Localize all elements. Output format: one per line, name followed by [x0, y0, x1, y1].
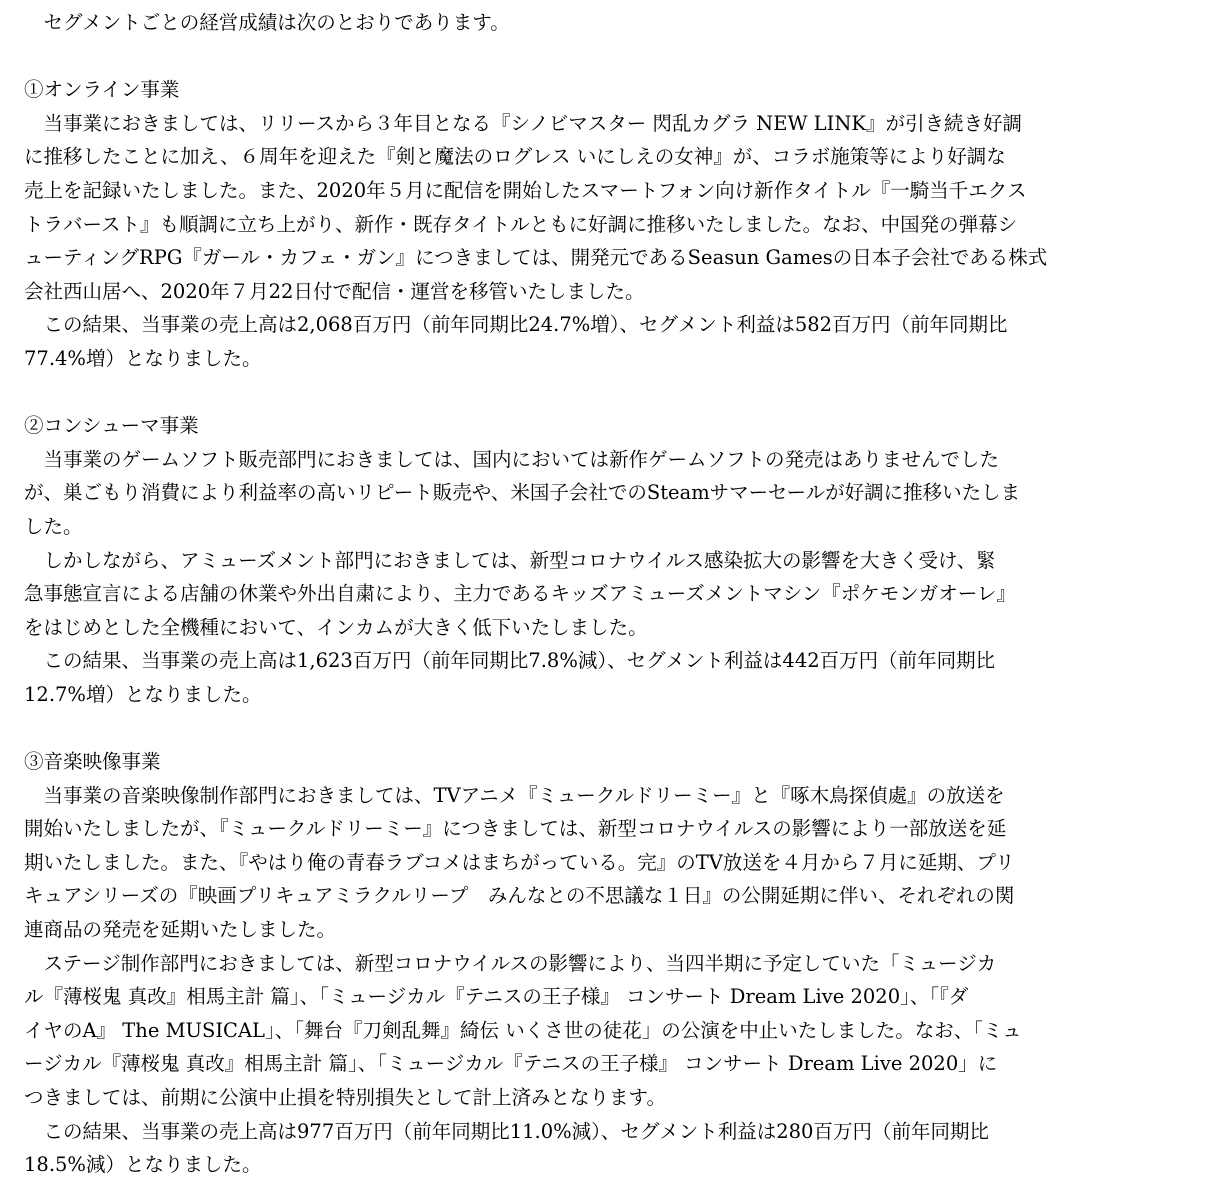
section-online: [24, 73, 1175, 375]
paragraph-line: 12.7%増）となりました。: [24, 682, 262, 706]
paragraph-line: した。: [24, 514, 83, 538]
section-music-video: [24, 745, 1175, 1182]
paragraph-line: 77.4%増）となりました。: [24, 346, 262, 370]
paragraph-line: この結果、当事業の売上高は2,068百万円（前年同期比24.7%増）、セグメント利益は582百万円（前年同期比: [24, 313, 1008, 337]
paragraph-line: をはじめとした全機種において、インカムが大きく低下いたしました。: [24, 615, 648, 639]
paragraph-line: キュアシリーズの『映画プリキュアミラクルリープ みんなとの不思議な１日』の公開延期に伴い、それぞれの関: [24, 884, 1015, 908]
paragraph-line: 急事態宣言による店舗の休業や外出自粛により、主力であるキッズアミューズメントマシン『ポケモンガオーレ』: [24, 582, 1016, 606]
section-consumer: [24, 409, 1175, 711]
paragraph-line: しかしながら、アミューズメント部門におきましては、新型コロナウイルス感染拡大の影響を大きく受け、緊: [24, 548, 996, 572]
paragraph-line: 売上を記録いたしました。また、2020年５月に配信を開始したスマートフォン向け新作タイトル『一騎当千エクス: [24, 178, 1027, 202]
paragraph-line: 当事業のゲームソフト販売部門におきましては、国内においては新作ゲームソフトの発売はありませんでした: [24, 447, 1000, 471]
paragraph-line: に推移したことに加え、６周年を迎えた『剣と魔法のログレス いにしえの女神』が、コラボ施策等により好調な: [24, 145, 1006, 169]
paragraph-line: つきましては、前期に公演中止損を特別損失として計上済みとなります。: [24, 1086, 666, 1109]
section-heading: ①オンライン事業: [24, 78, 180, 102]
paragraph-line: 連商品の発売を延期いたしました。: [24, 918, 337, 942]
spacer: [24, 40, 1175, 74]
paragraph-line: トラバースト』も順調に立ち上がり、新作・既存タイトルともに好調に推移いたしました。なお、中国発の弾幕シ: [24, 212, 1018, 236]
paragraph-line: ル『薄桜鬼 真改』相馬主計 篇」、「ミュージカル『テニスの王子様』 コンサート Dream Live 2020」、「『ダ: [24, 985, 969, 1009]
spacer: [24, 376, 1175, 410]
paragraph-line: 当事業におきましては、リリースから３年目となる『シノビマスター 閃乱カグラ NEW LINK』が引き続き好調: [24, 111, 1022, 135]
paragraph-line: ューティングRPG『ガール・カフェ・ガン』につきましては、開発元であるSeasun Gamesの日本子会社である株式: [24, 246, 1048, 270]
paragraph-line: この結果、当事業の売上高は1,623百万円（前年同期比7.8%減）、セグメント利益は442百万円（前年同期比: [24, 649, 996, 673]
paragraph-line: この結果、当事業の売上高は977百万円（前年同期比11.0%減）、セグメント利益は280百万円（前年同期比: [24, 1119, 989, 1143]
paragraph-line: 会社西山居へ、2020年７月22日付で配信・運営を移管いたしました。: [24, 279, 645, 303]
paragraph-line: ステージ制作部門におきましては、新型コロナウイルスの影響により、当四半期に予定していた「ミュージカ: [24, 951, 997, 975]
spacer: [24, 711, 1175, 745]
paragraph-line: イヤのA』 The MUSICAL」、「舞台『刀剣乱舞』綺伝 いくさ世の徒花」の公演を中止いたしました。なお、「ミュ: [24, 1018, 1022, 1042]
paragraph-line: が、巣ごもり消費により利益率の高いリピート販売や、米国子会社でのSteamサマーセールが好調に推移いたしま: [24, 481, 1021, 505]
section-heading: ②コンシューマ事業: [24, 414, 199, 438]
intro-text: セグメントごとの経営成績は次のとおりであります。: [24, 11, 510, 34]
paragraph-line: ージカル『薄桜鬼 真改』相馬主計 篇」、「ミュージカル『テニスの王子様』 コンサート Dream Live 2020」に: [24, 1052, 998, 1076]
paragraph-line: 当事業の音楽映像制作部門におきましては、TVアニメ『ミュークルドリーミー』と『啄木鳥探偵處』の放送を: [24, 783, 1005, 807]
paragraph-line: 開始いたしましたが、『ミュークルドリーミー』につきましては、新型コロナウイルスの影響により一部放送を延: [24, 817, 1007, 841]
paragraph-line: 期いたしました。また、『やはり俺の青春ラブコメはまちがっている。完』のTV放送を４月から７月に延期、プリ: [24, 850, 1015, 874]
paragraph-line: 18.5%減）となりました。: [24, 1153, 262, 1177]
section-heading: ③音楽映像事業: [24, 750, 161, 774]
